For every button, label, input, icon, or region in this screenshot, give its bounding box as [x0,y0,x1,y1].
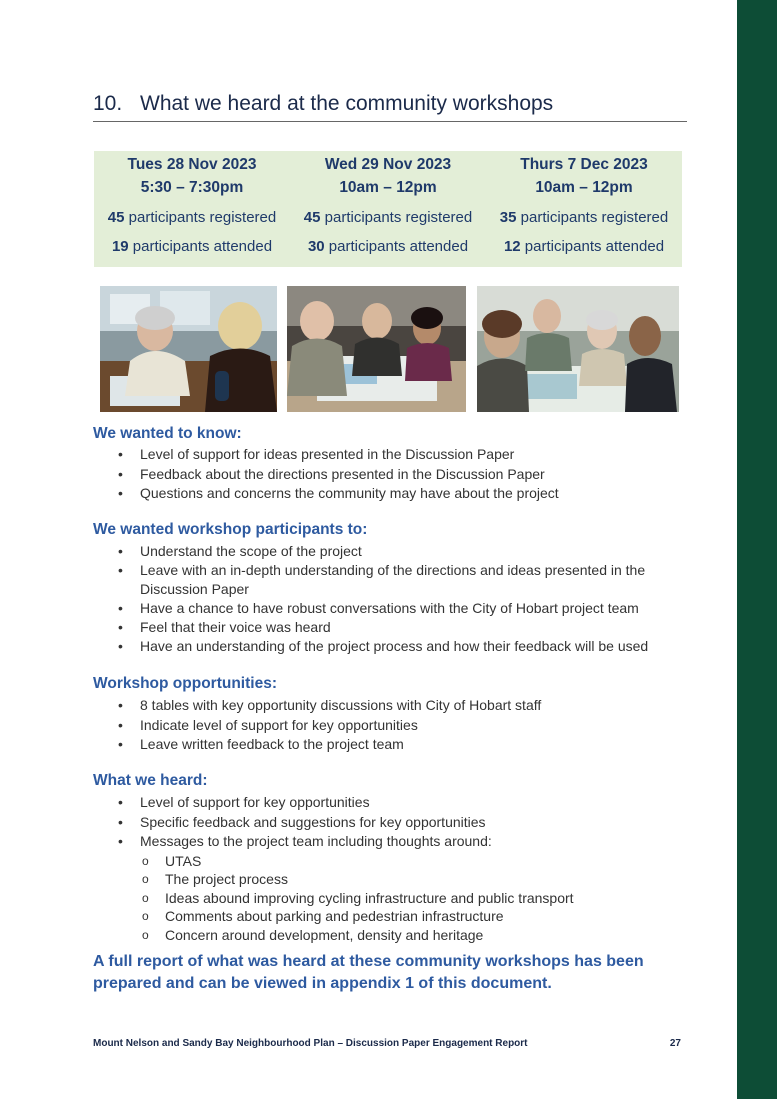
registered-label: participants registered [124,209,277,226]
attended-stat [290,237,486,257]
list-item: • 8 tables with key opportunity discussions with City of Hobart staff [118,696,678,716]
footer-document-title: Mount Nelson and Sandy Bay Neighbourhood Plan – Discussion Paper Engagement Report [93,1038,528,1049]
attended-count: 19 [111,238,129,255]
attended-label: participants attended [324,238,469,255]
list-item [118,832,678,944]
sub-list-item: o Comments about parking and pedestrian infrastructure [140,907,678,926]
sub-list [140,852,678,945]
wanted-to-know-list [118,445,678,504]
list-item: • Have an understanding of the project process and how their feedback will be used [118,637,678,656]
workshop-photo-3 [477,286,679,412]
list-item: • Level of support for ideas presented in the Discussion Paper [118,445,678,465]
attended-stat [94,237,290,257]
opportunities-heading: Workshop opportunities: [93,675,277,692]
session-3 [486,151,682,267]
list-item: • Understand the scope of the project [118,542,678,561]
registered-count: 45 [303,209,321,226]
list-item: • Feel that their voice was heard [118,618,678,637]
list-item: • Specific feedback and suggestions for key opportunities [118,813,678,833]
attended-stat [486,237,682,257]
session-1 [94,151,290,267]
attended-label: participants attended [520,238,665,255]
session-date: Tues 28 Nov 2023 [127,156,257,173]
page-title [93,92,687,122]
session-date: Wed 29 Nov 2023 [324,156,452,173]
registered-stat [290,208,486,228]
attended-count: 30 [307,238,325,255]
what-we-heard-list [118,793,678,944]
section-title: What we heard at the community workshops [140,92,554,115]
participants-to-heading: We wanted workshop participants to: [93,521,368,538]
registered-stat [486,208,682,228]
wanted-to-know-heading: We wanted to know: [93,425,242,442]
session-2 [290,151,486,267]
registered-label: participants registered [320,209,473,226]
workshop-photo-1 [100,286,277,412]
session-date: Thurs 7 Dec 2023 [520,156,648,173]
registered-count: 45 [107,209,125,226]
sub-list-item: o UTAS [140,852,678,871]
list-item: • Feedback about the directions presented in the Discussion Paper [118,465,678,485]
registered-stat [94,208,290,228]
page-footer [93,1038,681,1049]
list-item: • Questions and concerns the community may have about the project [118,484,678,504]
attended-label: participants attended [128,238,273,255]
attended-count: 12 [503,238,521,255]
registered-count: 35 [499,209,517,226]
list-item-text: Messages to the project team including thoughts around: [140,833,492,849]
session-time: 10am – 12pm [339,179,437,196]
session-time: 5:30 – 7:30pm [140,179,244,196]
workshop-sessions-panel [94,151,682,267]
session-time: 10am – 12pm [535,179,633,196]
list-item: • Indicate level of support for key opportunities [118,716,678,736]
workshop-photo-2 [287,286,466,412]
section-number: 10. [93,92,123,115]
side-color-bar [737,0,777,1099]
list-item: • Level of support for key opportunities [118,793,678,813]
sub-list-item: o Ideas abound improving cycling infrastructure and public transport [140,889,678,908]
page-number: 27 [669,1038,681,1049]
opportunities-list [118,696,678,755]
list-item: • Have a chance to have robust conversations with the City of Hobart project team [118,599,678,618]
sub-list-item: o The project process [140,870,678,889]
registered-label: participants registered [516,209,669,226]
conclusion-text: A full report of what was heard at these community workshops has been prepared and can be viewed in appendix 1 of this document. [93,953,644,992]
list-item: • Leave written feedback to the project team [118,735,678,755]
list-item: • Leave with an in-depth understanding of the directions and ideas presented in the Discussion Paper [118,561,678,599]
participants-to-list [118,542,678,656]
sub-list-item: o Concern around development, density and heritage [140,926,678,945]
what-we-heard-heading: What we heard: [93,772,208,789]
